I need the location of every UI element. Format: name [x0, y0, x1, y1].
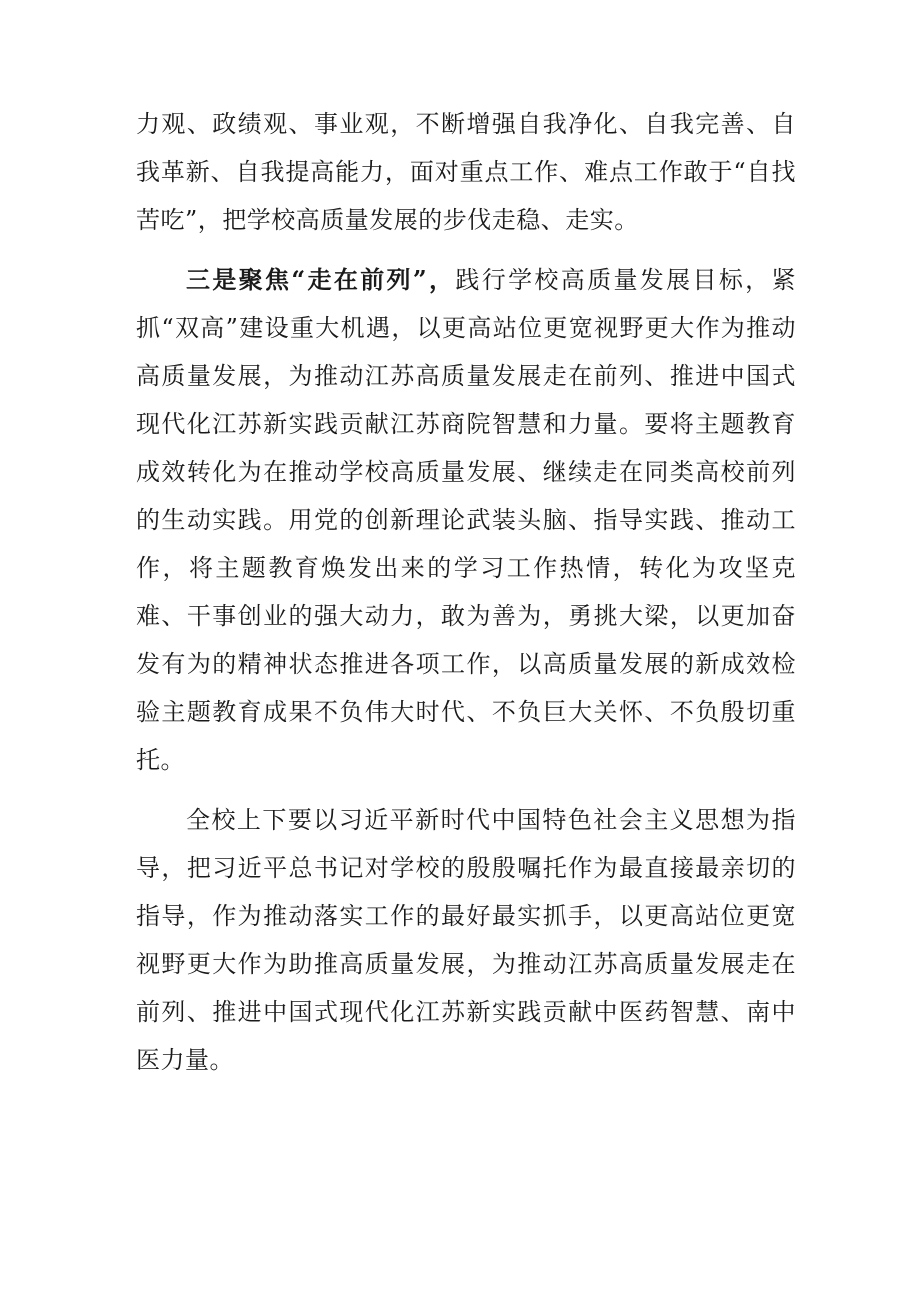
paragraph-text: 力观、政绩观、事业观，不断增强自我净化、自我完善、自我革新、自我提高能力，面对重点工作、难点工作敢于“自找苦吃”，把学校高质量发展的步伐走稳、走实。: [136, 110, 796, 234]
paragraph-continued: [136, 100, 796, 244]
paragraph-text: 践行学校高质量发展目标，紧抓“双高”建设重大机遇，以更高站位更宽视野更大作为推动高质量发展，为推动江苏高质量发展走在前列、推进中国式现代化江苏新实践贡献江苏商院智慧和力量。要将主题教育成效转化为在推动学校高质量发展、继续走在同类高校前列的生动实践。用党的创新理论武装头脑、指导实践、推动工作，将主题教育焕发出来的学习工作热情，转化为攻坚克难、干事创业的强大动力，敢为善为，勇挑大梁，以更加奋发有为的精神状态推进各项工作，以高质量发展的新成效检验主题教育成果不负伟大时代、不负巨大关怀、不负殷切重托。: [136, 266, 797, 774]
paragraph-focus-front-rank: [136, 256, 796, 784]
paragraph-text: 全校上下要以习近平新时代中国特色社会主义思想为指导，把习近平总书记对学校的殷殷嘱托作为最直接最亲切的指导，作为推动落实工作的最好最实抓手，以更高站位更宽视野更大作为助推高质量发展，为推动江苏高质量发展走在前列、推进中国式现代化江苏新实践贡献中医药智慧、南中医力量。: [136, 806, 796, 1074]
paragraph-conclusion: [136, 796, 796, 1084]
document-body: [136, 100, 796, 1084]
paragraph-lead-heading: 三是聚焦“走在前列”，: [186, 265, 456, 294]
